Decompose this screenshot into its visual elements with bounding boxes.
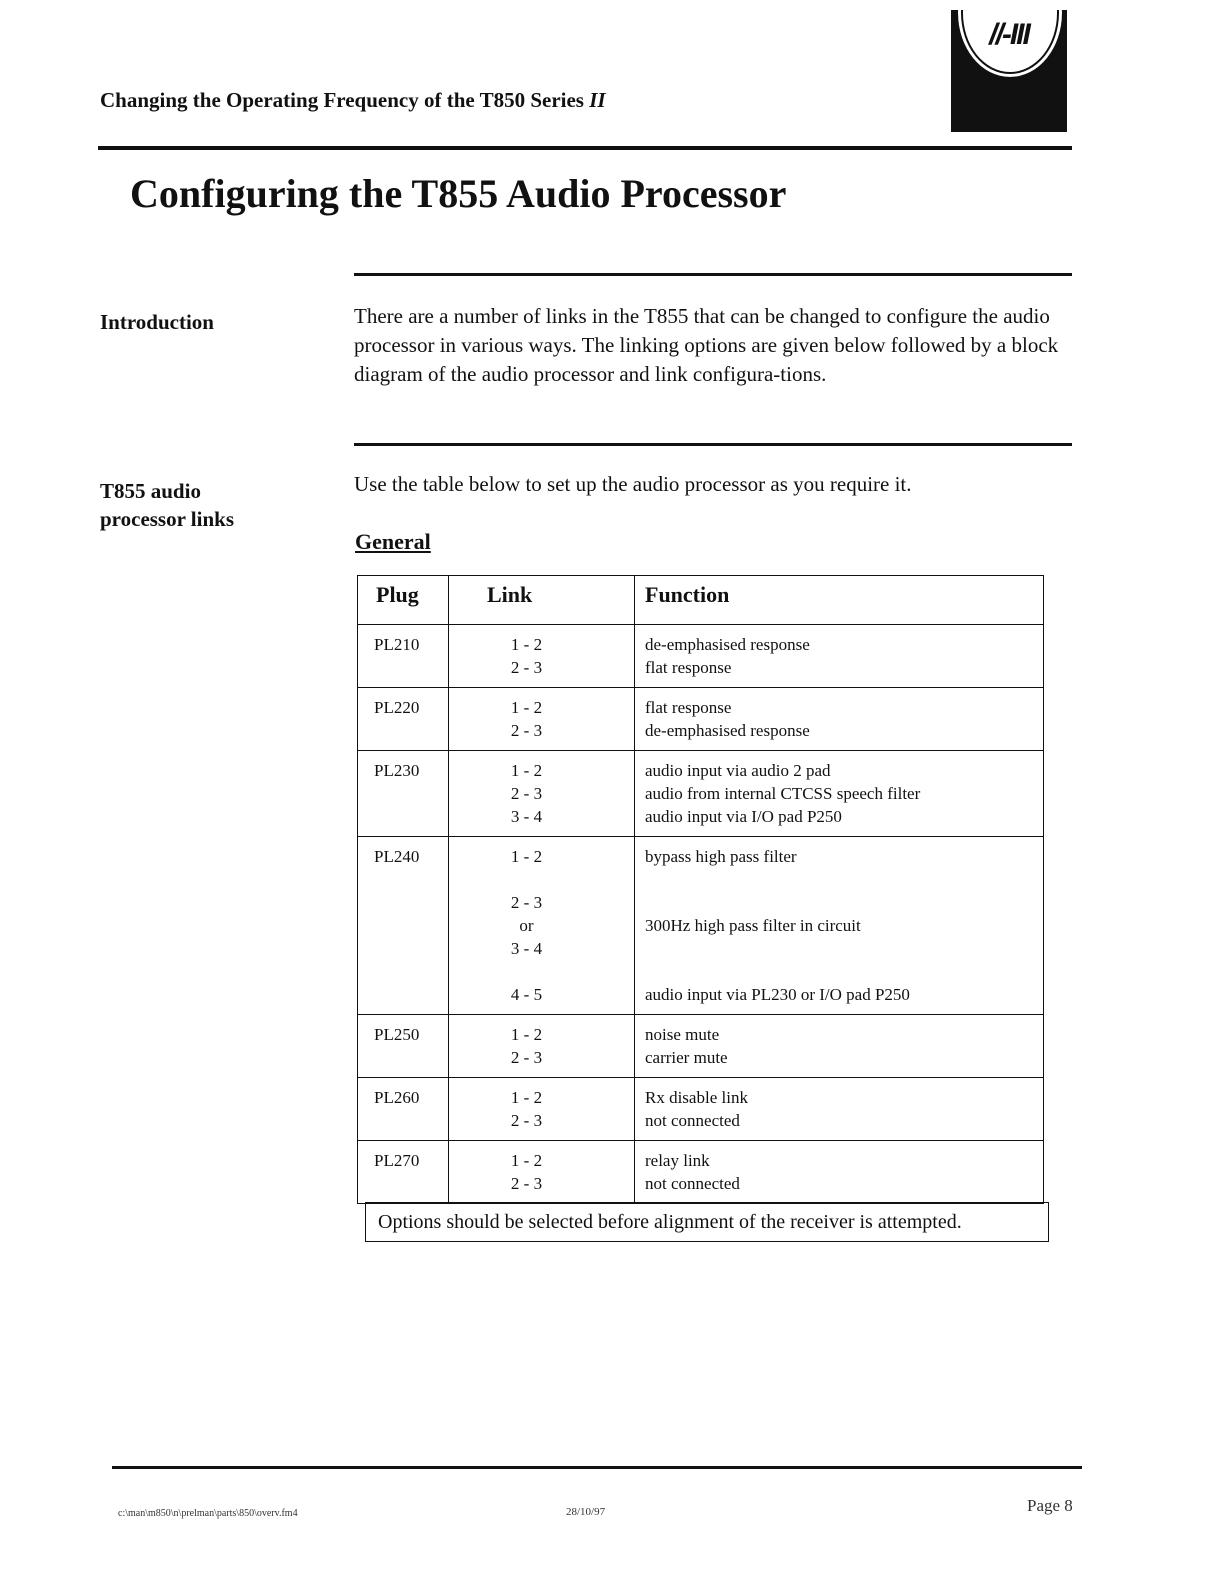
links-table <box>357 575 1044 1204</box>
plug-cell: PL250 <box>358 1015 449 1078</box>
plug-cell: PL230 <box>358 751 449 837</box>
column-header-plug: Plug <box>358 576 449 625</box>
column-header-function: Function <box>635 576 1044 625</box>
general-subheading: General <box>355 529 431 554</box>
page-number: Page 8 <box>1027 1496 1073 1515</box>
link-cell <box>449 751 635 837</box>
function-cell <box>635 1078 1044 1141</box>
link-value: 2 - 3 <box>510 1174 543 1193</box>
link-value: 2 - 3 <box>510 784 543 803</box>
function-description <box>645 868 1033 891</box>
link-cell <box>449 625 635 688</box>
link-cell <box>449 837 635 1015</box>
function-description: audio from internal CTCSS speech filter <box>645 784 921 803</box>
link-value <box>459 868 594 891</box>
page-title: Configuring the T855 Audio Processor <box>130 171 787 216</box>
link-cell <box>449 1015 635 1078</box>
function-description: Rx disable link <box>645 1088 748 1107</box>
link-value: 3 - 4 <box>510 939 543 958</box>
function-description: noise mute <box>645 1025 720 1044</box>
link-cell <box>449 688 635 751</box>
link-value: 2 - 3 <box>510 658 543 677</box>
table-row <box>358 1078 1044 1141</box>
column-header-link: Link <box>449 576 635 625</box>
links-section-body: Use the table below to set up the audio processor as you require it. <box>354 472 912 496</box>
link-value: 3 - 4 <box>510 807 543 826</box>
function-description: audio input via I/O pad P250 <box>645 807 842 826</box>
function-description: audio input via PL230 or I/O pad P250 <box>645 985 910 1004</box>
link-value: 2 - 3 <box>510 893 543 912</box>
link-value: 1 - 2 <box>510 698 543 717</box>
footer-rule <box>112 1466 1082 1469</box>
function-description: de-emphasised response <box>645 635 810 654</box>
logo-text: //-III <box>989 18 1029 51</box>
function-cell <box>635 688 1044 751</box>
function-description: de-emphasised response <box>645 721 810 740</box>
link-value <box>459 960 594 983</box>
function-description: audio input via audio 2 pad <box>645 761 831 780</box>
footer-file-path: c:\man\m850\n\prelman\parts\850\overv.fm4 <box>118 1508 298 1519</box>
table-row <box>358 751 1044 837</box>
link-cell <box>449 1141 635 1204</box>
introduction-body: There are a number of links in the T855 that can be changed to configure the audio processor in various ways. The linking options are given below followed by a block diagram of the audio processor and link configura-tions. <box>354 304 1059 386</box>
link-value: 1 - 2 <box>510 761 543 780</box>
function-cell <box>635 751 1044 837</box>
table-row <box>358 625 1044 688</box>
table-row <box>358 837 1044 1015</box>
links-heading-line2: processor links <box>100 507 234 531</box>
function-cell <box>635 837 1044 1015</box>
function-cell <box>635 1141 1044 1204</box>
function-description: not connected <box>645 1111 740 1130</box>
series-numeral: II <box>589 88 606 112</box>
table-row <box>358 1141 1044 1204</box>
footer-date: 28/10/97 <box>566 1506 606 1518</box>
function-description: relay link <box>645 1151 710 1170</box>
link-value: 1 - 2 <box>510 847 543 866</box>
table-body <box>358 625 1044 1204</box>
header-rule <box>98 146 1072 150</box>
plug-cell: PL210 <box>358 625 449 688</box>
introduction-heading: Introduction <box>100 310 214 334</box>
link-value: 2 - 3 <box>510 1048 543 1067</box>
plug-cell: PL270 <box>358 1141 449 1204</box>
function-description <box>645 891 1033 914</box>
links-heading-line1: T855 audio <box>100 479 201 503</box>
company-logo <box>951 10 1067 132</box>
function-cell <box>635 625 1044 688</box>
running-header-title: Changing the Operating Frequency of the T850 Series <box>100 88 584 112</box>
function-description <box>645 937 1033 960</box>
plug-cell: PL260 <box>358 1078 449 1141</box>
link-value: 2 - 3 <box>510 1111 543 1130</box>
function-cell <box>635 1015 1044 1078</box>
link-value: or <box>519 916 534 935</box>
plug-cell: PL240 <box>358 837 449 1015</box>
link-value: 1 - 2 <box>510 1151 543 1170</box>
link-value: 1 - 2 <box>510 1088 543 1107</box>
plug-cell: PL220 <box>358 688 449 751</box>
function-description: bypass high pass filter <box>645 847 797 866</box>
table-header-row <box>358 576 1044 625</box>
table-row <box>358 1015 1044 1078</box>
links-section-heading <box>100 477 234 533</box>
function-description: carrier mute <box>645 1048 728 1067</box>
link-value: 4 - 5 <box>510 985 543 1004</box>
function-description: flat response <box>645 658 732 677</box>
links-section-rule <box>354 443 1072 446</box>
link-value: 1 - 2 <box>510 635 543 654</box>
introduction-rule <box>354 273 1072 276</box>
link-value: 2 - 3 <box>510 721 543 740</box>
function-description: 300Hz high pass filter in circuit <box>645 916 861 935</box>
link-value: 1 - 2 <box>510 1025 543 1044</box>
table-row <box>358 688 1044 751</box>
running-header <box>100 88 606 113</box>
function-description: not connected <box>645 1174 740 1193</box>
function-description: flat response <box>645 698 732 717</box>
function-description <box>645 960 1033 983</box>
link-cell <box>449 1078 635 1141</box>
table-note: Options should be selected before alignment of the receiver is attempted. <box>365 1202 1049 1242</box>
